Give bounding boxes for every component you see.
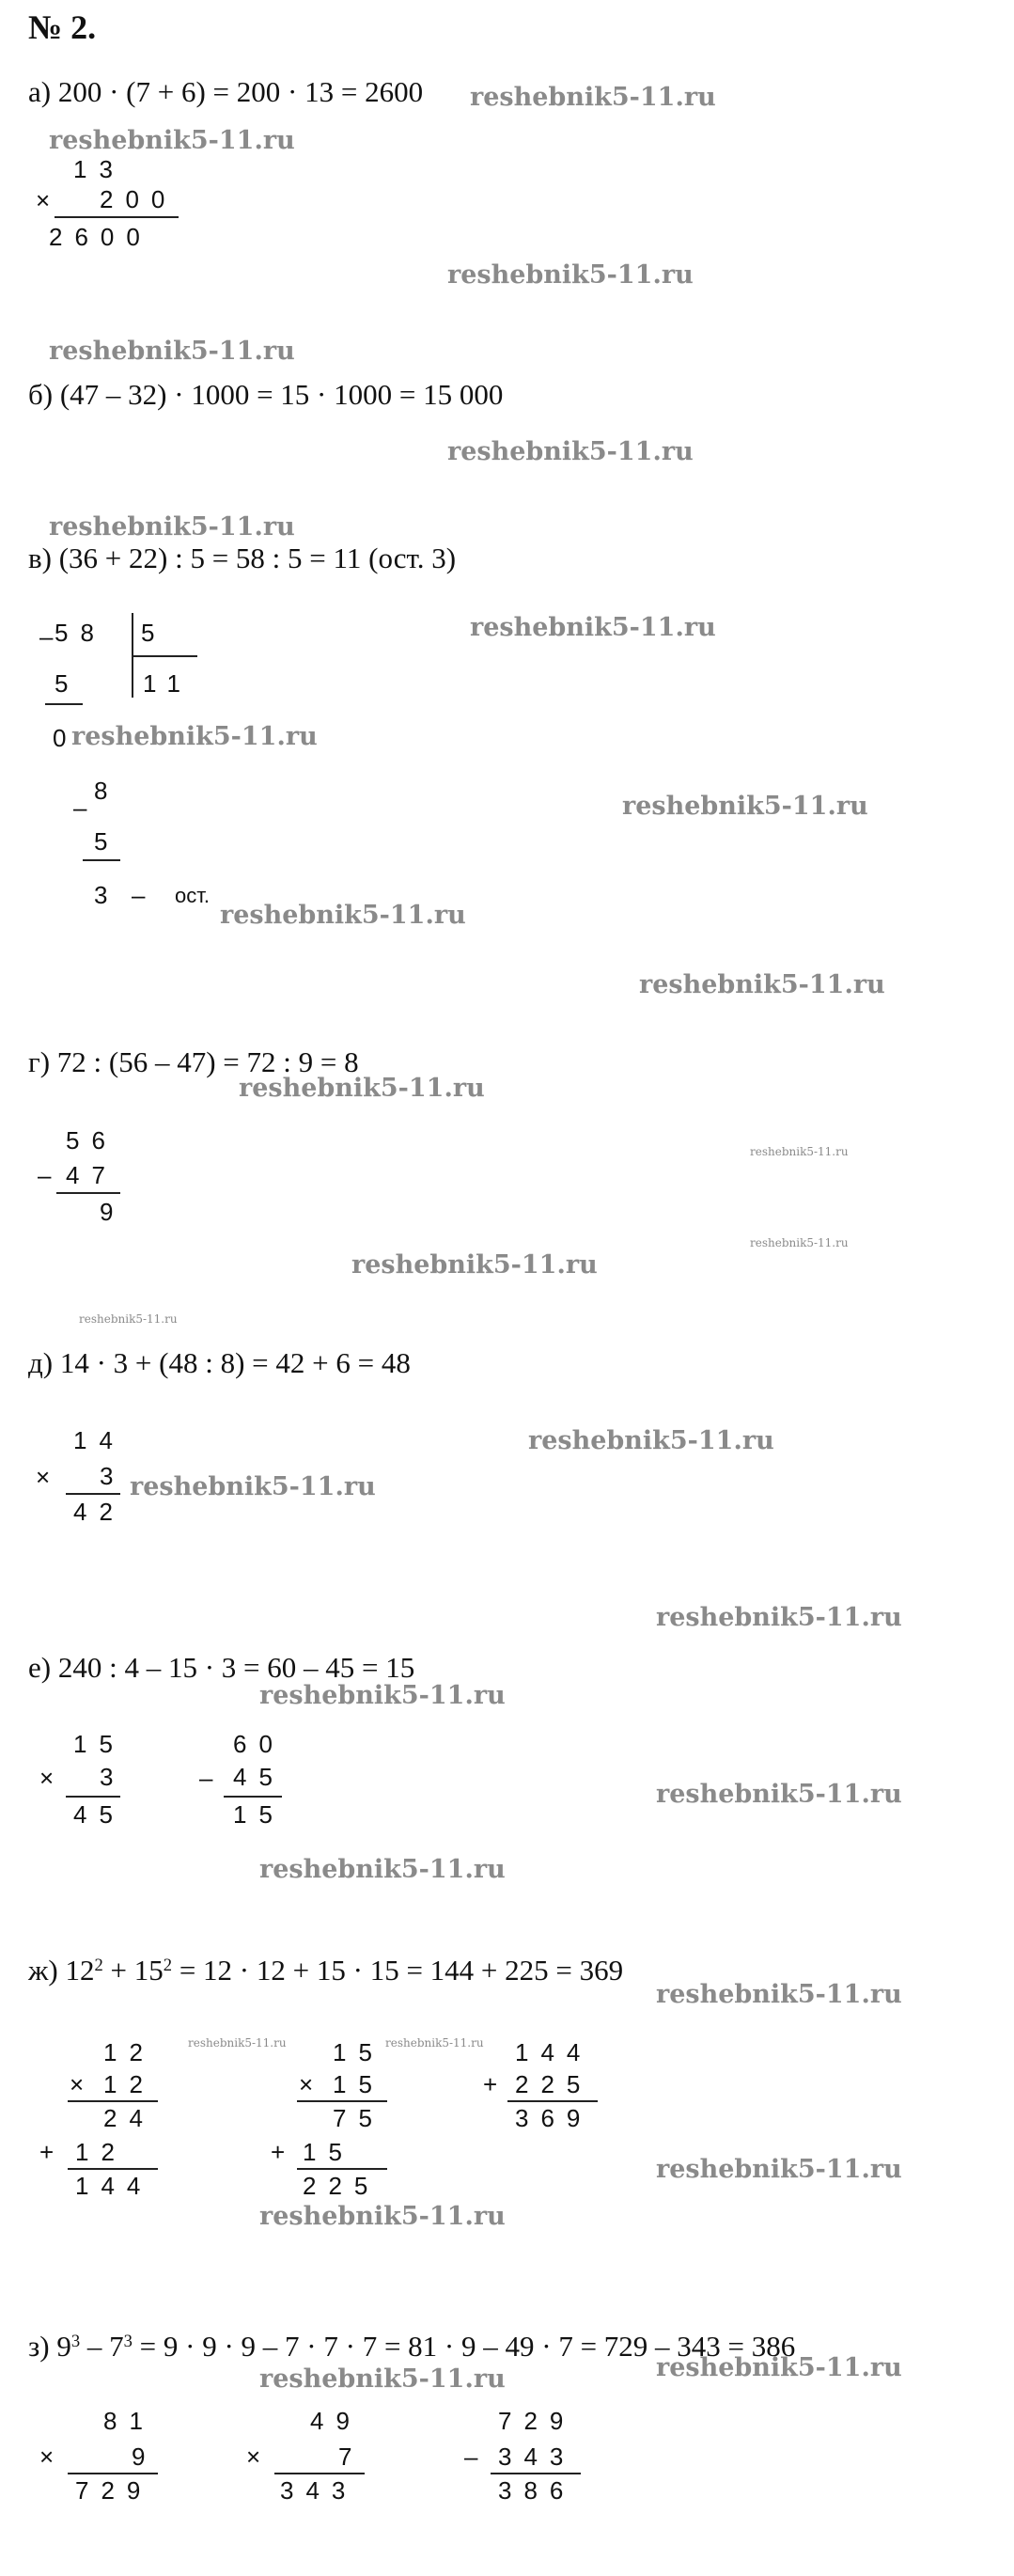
minus-sign: –	[38, 1161, 52, 1189]
underline	[297, 2100, 387, 2102]
subtrahend-1: 5	[55, 669, 81, 698]
operator: +	[102, 1954, 134, 1987]
exponent: 3	[70, 2331, 81, 2351]
mult-z2-row1: 49	[310, 2407, 362, 2435]
plus-sign: +	[271, 2138, 286, 2166]
mult-a-row2: 200	[100, 185, 178, 213]
watermark: reshebnik5-11.ru	[259, 2364, 506, 2394]
watermark: reshebnik5-11.ru	[750, 1236, 849, 1249]
equation-e: е) 240 : 4 – 15 · 3 = 60 – 45 = 15	[28, 1651, 415, 1684]
base: 7	[109, 2330, 124, 2363]
sub-g-row2: 47	[66, 1161, 117, 1189]
watermark: reshebnik5-11.ru	[470, 83, 716, 112]
watermark: reshebnik5-11.ru	[656, 1780, 902, 1809]
prefix: ж)	[28, 1954, 66, 1987]
mult-zh1-partial2: 12	[75, 2138, 127, 2166]
watermark: reshebnik5-11.ru	[130, 1472, 376, 1501]
watermark: reshebnik5-11.ru	[639, 970, 885, 999]
equation-v: в) (36 + 22) : 5 = 58 : 5 = 11 (ост. 3)	[28, 542, 457, 574]
base: 15	[133, 1954, 164, 1987]
zero: 0	[53, 724, 79, 752]
mult-d-row1: 14	[73, 1426, 125, 1454]
mult-z1-row1: 81	[103, 2407, 155, 2435]
mult-z1-row2: 9	[132, 2442, 158, 2471]
exponent: 3	[123, 2331, 133, 2351]
times-sign: ×	[36, 186, 51, 214]
mult-d-result: 42	[73, 1498, 125, 1526]
watermark: reshebnik5-11.ru	[656, 2155, 902, 2184]
underline	[55, 216, 179, 218]
watermark: reshebnik5-11.ru	[528, 1426, 774, 1455]
equation-g: г) 72 : (56 – 47) = 72 : 9 = 8	[28, 1045, 359, 1078]
mult-d-row2: 3	[100, 1462, 126, 1490]
underline	[507, 2100, 598, 2102]
watermark: reshebnik5-11.ru	[259, 2202, 506, 2231]
add-zh-row2: 225	[515, 2070, 593, 2098]
prefix: з)	[28, 2330, 57, 2363]
add-zh-row1: 144	[515, 2038, 593, 2066]
mult-e-row2: 3	[100, 1763, 126, 1791]
watermark: reshebnik5-11.ru	[259, 1681, 506, 1710]
minus-sign: –	[73, 793, 87, 822]
equation-b: б) (47 – 32) · 1000 = 15 · 1000 = 15 000	[28, 378, 504, 411]
watermark: reshebnik5-11.ru	[656, 1980, 902, 2009]
times-sign: ×	[299, 2070, 314, 2098]
watermark: reshebnik5-11.ru	[351, 1250, 598, 1280]
sub-g-result: 9	[100, 1198, 126, 1226]
mult-z2-result: 343	[280, 2476, 358, 2505]
watermark: reshebnik5-11.ru	[656, 2353, 902, 2382]
watermark: reshebnik5-11.ru	[220, 901, 466, 930]
division-line	[132, 655, 197, 657]
mult-zh1-row1: 12	[103, 2038, 155, 2066]
sub-z-result: 386	[498, 2476, 576, 2505]
times-sign: ×	[36, 1463, 51, 1491]
plus-sign: +	[483, 2070, 498, 2098]
page-title: № 2.	[28, 8, 97, 46]
equation-a: а) 200 · (7 + 6) = 200 · 13 = 2600	[28, 75, 424, 108]
remainder-label: ост.	[175, 884, 210, 907]
mult-z1-result: 729	[75, 2476, 153, 2505]
underline	[224, 1796, 282, 1798]
mult-a-result: 2600	[49, 223, 152, 251]
equation-zh	[28, 1954, 623, 1987]
operator: –	[80, 2330, 110, 2363]
watermark: reshebnik5-11.ru	[470, 613, 716, 642]
minus-sign: –	[199, 1764, 213, 1792]
sub-e-row1: 60	[233, 1730, 285, 1758]
watermark: reshebnik5-11.ru	[622, 792, 868, 821]
underline	[66, 1796, 120, 1798]
plus-sign: +	[39, 2138, 55, 2166]
watermark: reshebnik5-11.ru	[49, 337, 295, 366]
remainder: 3	[94, 881, 120, 909]
equation-rest: = 9 · 9 · 9 – 7 · 7 · 7 = 81 · 9 – 49 · 7 = 729 – 343 = 386	[132, 2330, 796, 2363]
watermark: reshebnik5-11.ru	[447, 260, 694, 290]
watermark: reshebnik5-11.ru	[79, 1312, 178, 1326]
sub-z-row1: 729	[498, 2407, 576, 2435]
exponent: 2	[94, 1955, 103, 1975]
sub-z-row2: 343	[498, 2442, 576, 2471]
underline	[297, 2168, 387, 2170]
mult-zh2-row1: 15	[333, 2038, 384, 2066]
mult-zh2-partial1: 75	[333, 2104, 384, 2132]
mult-a-row1: 13	[73, 155, 125, 183]
watermark: reshebnik5-11.ru	[188, 2036, 287, 2050]
base: 9	[56, 2330, 71, 2363]
sub-e-result: 15	[233, 1800, 285, 1829]
underline	[68, 2473, 158, 2474]
watermark: reshebnik5-11.ru	[49, 512, 295, 542]
watermark: reshebnik5-11.ru	[447, 437, 694, 466]
times-sign: ×	[39, 1764, 55, 1792]
mult-zh1-row2: 12	[103, 2070, 155, 2098]
times-sign: ×	[70, 2070, 85, 2098]
underline	[274, 2473, 365, 2474]
times-sign: ×	[39, 2442, 55, 2471]
watermark: reshebnik5-11.ru	[49, 126, 295, 155]
equation-rest: = 12 · 12 + 15 · 15 = 144 + 225 = 369	[172, 1954, 624, 1987]
divisor: 5	[141, 619, 167, 647]
minus-sign: –	[464, 2442, 478, 2471]
mult-z2-row2: 7	[338, 2442, 365, 2471]
add-zh-result: 369	[515, 2104, 593, 2132]
mult-zh1-partial1: 24	[103, 2104, 155, 2132]
underline	[66, 1493, 120, 1495]
underline	[56, 1192, 120, 1194]
watermark: reshebnik5-11.ru	[656, 1603, 902, 1632]
mult-zh2-row2: 15	[333, 2070, 384, 2098]
mult-e-result: 45	[73, 1800, 125, 1829]
mult-zh2-result: 225	[303, 2172, 381, 2200]
mult-e-row1: 15	[73, 1730, 125, 1758]
underline	[491, 2473, 581, 2474]
underline	[83, 859, 120, 861]
dividend: 58	[55, 619, 106, 647]
bring-down: 8	[94, 777, 120, 805]
sub-e-row2: 45	[233, 1763, 285, 1791]
watermark: reshebnik5-11.ru	[239, 1074, 485, 1103]
watermark: reshebnik5-11.ru	[750, 1145, 849, 1158]
quotient: 11	[143, 669, 193, 698]
minus-sign: –	[39, 622, 54, 651]
underline	[45, 703, 83, 705]
base: 12	[65, 1954, 95, 1987]
mult-zh2-partial2: 15	[303, 2138, 354, 2166]
watermark: reshebnik5-11.ru	[71, 722, 318, 751]
equation-d: д) 14 · 3 + (48 : 8) = 42 + 6 = 48	[28, 1346, 411, 1379]
mult-zh1-result: 144	[75, 2172, 153, 2200]
watermark: reshebnik5-11.ru	[385, 2036, 484, 2050]
underline	[68, 2168, 158, 2170]
times-sign: ×	[246, 2442, 261, 2471]
sub-g-row1: 56	[66, 1126, 117, 1154]
dash: –	[132, 881, 146, 909]
exponent: 2	[163, 1955, 173, 1975]
watermark: reshebnik5-11.ru	[259, 1855, 506, 1884]
subtrahend-2: 5	[94, 827, 120, 856]
underline	[68, 2100, 158, 2102]
